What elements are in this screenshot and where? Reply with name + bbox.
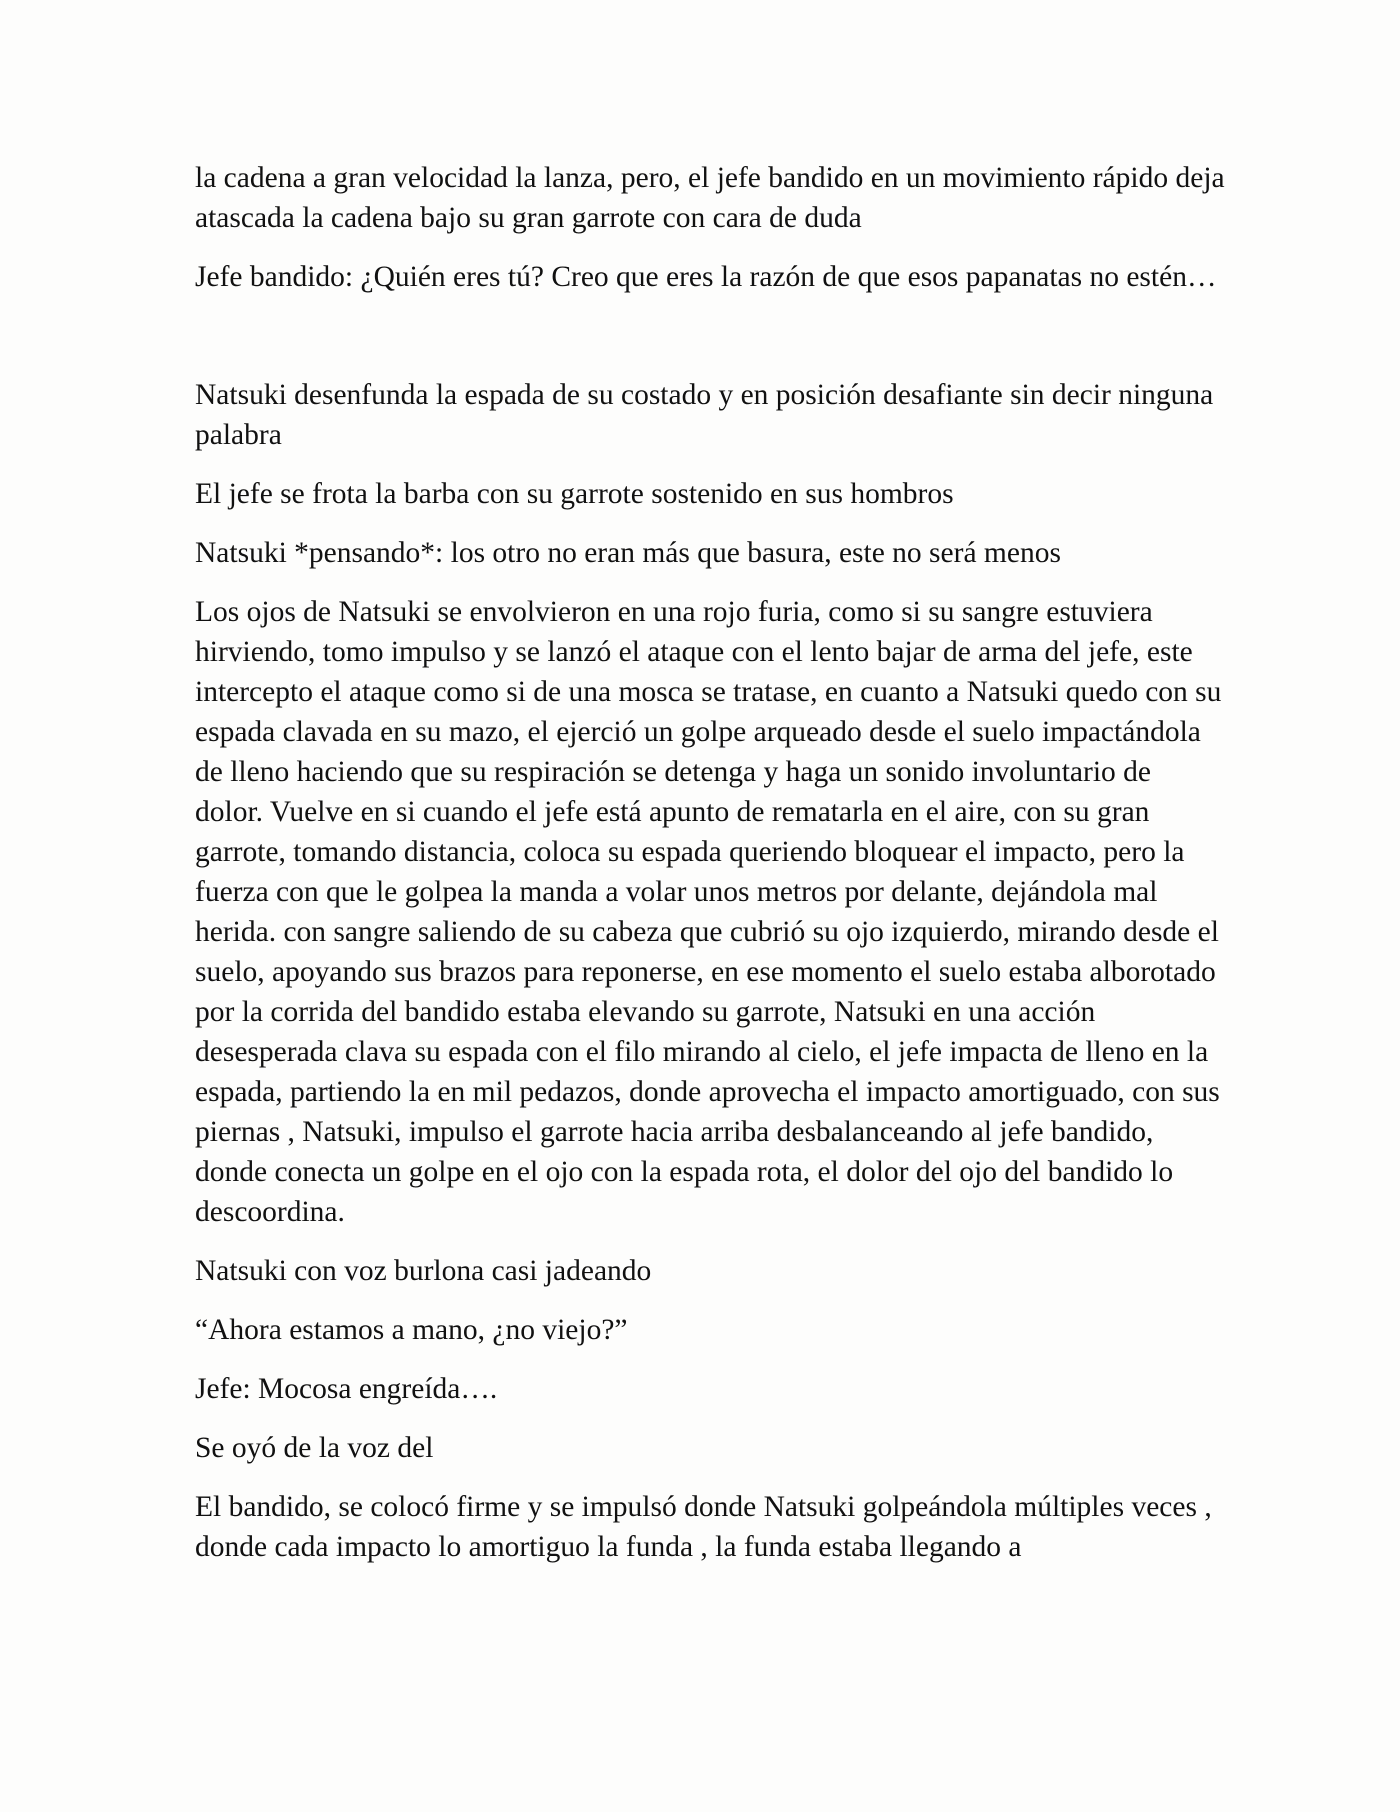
document-body	[195, 158, 1225, 1586]
paragraph-chief-reply: Jefe: Mocosa engreída….	[195, 1373, 498, 1405]
paragraph-natsuki-draws-sword: Natsuki desenfunda la espada de su costado y en posición desafiante sin decir ninguna palabra	[195, 379, 1214, 451]
paragraph-quote-even: “Ahora estamos a mano, ¿no viejo?”	[195, 1314, 628, 1346]
paragraph-voice-heard: Se oyó de la voz del	[195, 1432, 434, 1464]
paragraph-battle-description: Los ojos de Natsuki se envolvieron en una rojo furia, como si su sangre estuviera hirviendo, tomo impulso y se lanzó el ataque con el lento bajar de arma del jefe, este intercepto el ataque como si de una mosca se tratase, en cuanto a Natsuki quedo con su espada clavada en su mazo, el ejerció un golpe arqueado desde el suelo impactándola de lleno haciendo que su respiración se detenga y haga un sonido involuntario de dolor. Vuelve en si cuando el jefe está apunto de rematarla en el aire, con su gran garrote, tomando distancia, coloca su espada queriendo bloquear el impacto, pero la fuerza con que le golpea la manda a volar unos metros por delante, dejándola mal herida. con sangre saliendo de su cabeza que cubrió su ojo izquierdo, mirando desde el suelo, apoyando sus brazos para reponerse, en ese momento el suelo estaba alborotado por la corrida del bandido estaba elevando su garrote, Natsuki en una acción desesperada clava su espada con el filo mirando al cielo, el jefe impacta de lleno en la espada, partiendo la en mil pedazos, donde aprovecha el impacto amortiguado, con sus piernas , Natsuki, impulso el garrote hacia arriba desbalanceando al jefe bandido, donde conecta un golpe en el ojo con la espada rota, el dolor del ojo del bandido lo descoordina.	[195, 596, 1222, 1228]
paragraph-bandit-strikes: El bandido, se colocó firme y se impulsó donde Natsuki golpeándola múltiples veces , donde cada impacto lo amortiguo la funda , la funda estaba llegando a	[195, 1491, 1212, 1563]
paragraph-chain-lance: la cadena a gran velocidad la lanza, pero, el jefe bandido en un movimiento rápido deja atascada la cadena bajo su gran garrote con cara de duda	[195, 162, 1225, 234]
paragraph-natsuki-thinking: Natsuki *pensando*: los otro no eran más que basura, este no será menos	[195, 537, 1061, 569]
paragraph-chief-rubs-beard: El jefe se frota la barba con su garrote sostenido en sus hombros	[195, 478, 954, 510]
paragraph-mocking-voice: Natsuki con voz burlona casi jadeando	[195, 1255, 652, 1287]
paragraph-bandit-question: Jefe bandido: ¿Quién eres tú? Creo que eres la razón de que esos papanatas no estén…	[195, 261, 1217, 293]
